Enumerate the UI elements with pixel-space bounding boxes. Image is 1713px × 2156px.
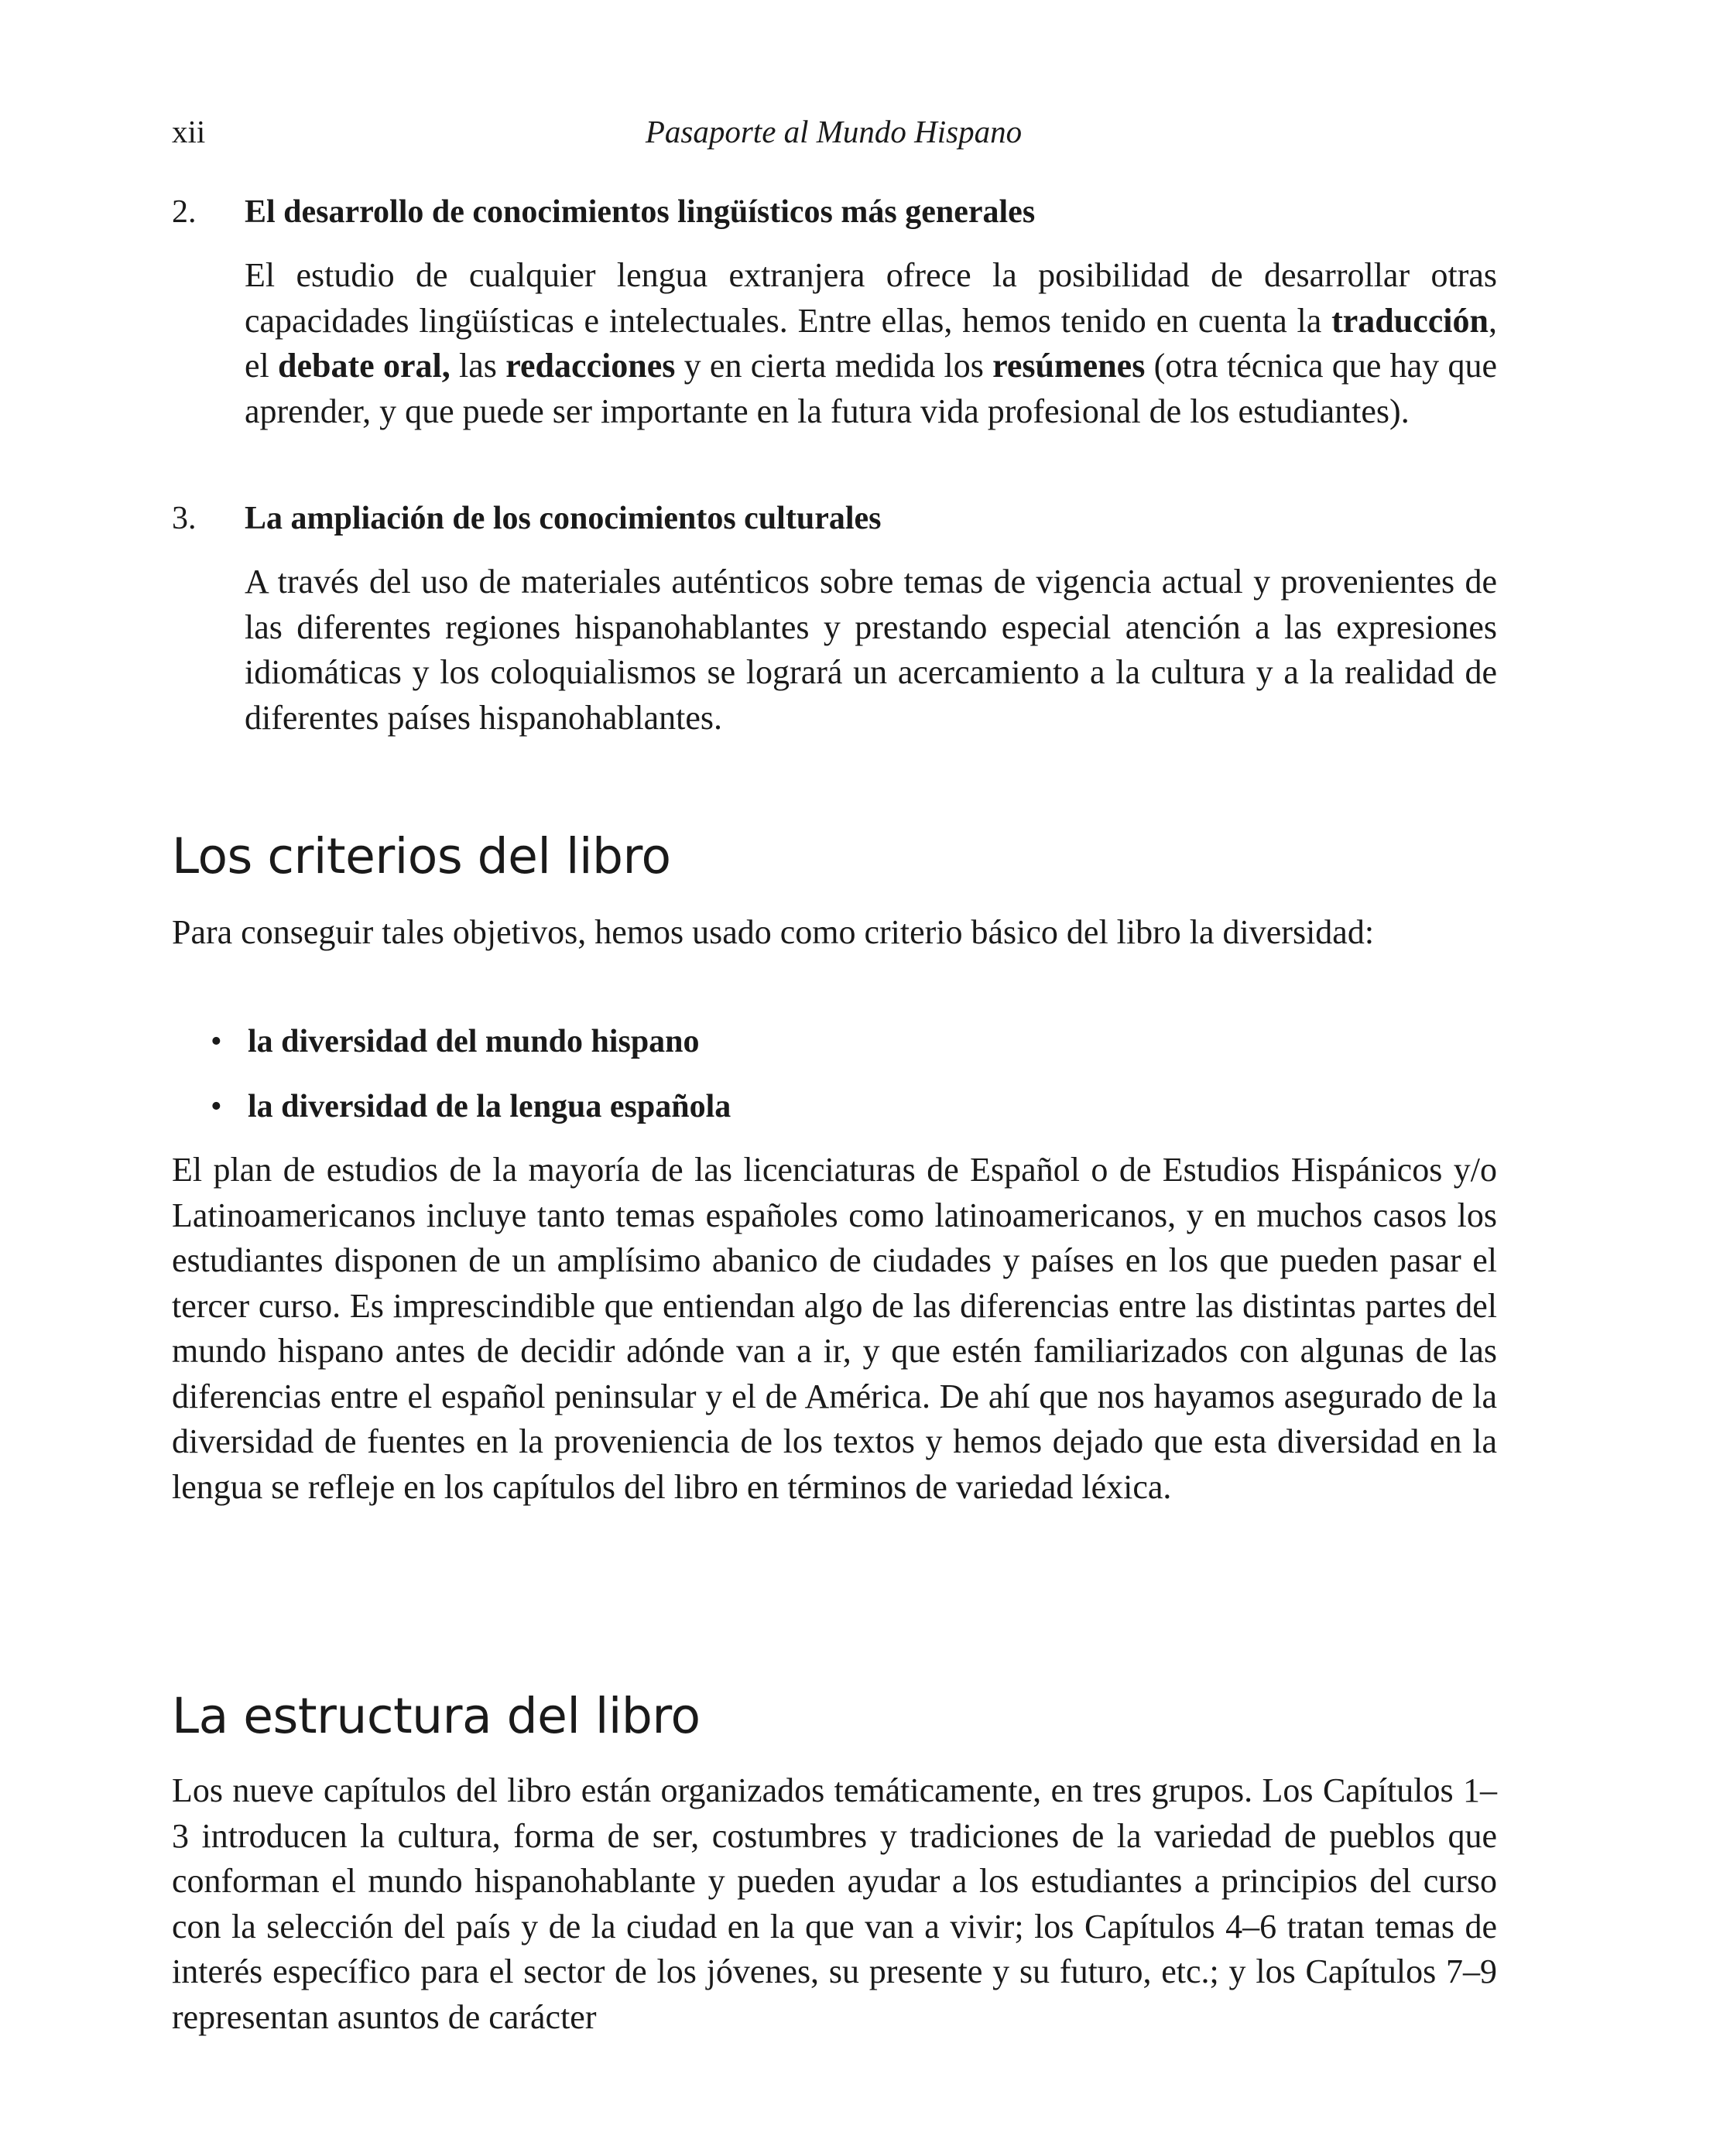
bullet-icon: •: [211, 1024, 222, 1059]
objective-item-2: [172, 190, 1497, 434]
objective-item-head: [172, 496, 1497, 541]
list-item: • la diversidad de la lengua española: [172, 1084, 1497, 1149]
item-number: 2.: [172, 194, 197, 230]
page-number: xii: [172, 114, 206, 149]
keyword: traducción: [1331, 301, 1489, 340]
bullet-icon: •: [211, 1089, 222, 1124]
item-body: A través del uso de materiales auténticos sobre temas de vigencia actual y provenientes de las diferentes regiones hispanohablantes y prestando especial atención a las expresiones idiomáticas y los coloquialismos se logrará un acercamiento a la cultura y a la realidad de diferentes países hispanohablantes.: [245, 563, 1497, 737]
section-paragraph: Los nueve capítulos del libro están organizados temáticamente, en tres grupos. Los Capítulos 1–3 introducen la cultura, forma de ser, costumbres y tradiciones de la variedad de pueblos que conforman el mundo hispanohablante y pueden ayudar a los estudiantes a principios del curso con la selección del país y de la ciudad en la que van a vivir; los Capítulos 4–6 tratan temas de interés específico para el sector de los jóvenes, su presente y su futuro, etc.; y los Capítulos 7–9 representan asuntos de carácter: [172, 1771, 1497, 2036]
section-paragraph: El plan de estudios de la mayoría de las licenciaturas de Español o de Estudios Hispánicos y/o Latinoamericanos incluye tanto temas españoles como latinoamericanos, y en muchos casos los estudiantes disponen de un amplísimo abanico de ciudades y países en los que pueden pasar el tercer curso. Es imprescindible que entiendan algo de las diferencias entre las distintas partes del mundo hispano antes de decidir adónde van a ir, y que estén familiarizados con algunas de las diferencias entre el español peninsular y el de América. De ahí que nos hayamos asegurado de la diversidad de fuentes en la proveniencia de los textos y hemos dejado que esta diversidad en la lengua se refleje en los capítulos del libro en términos de variedad léxica.: [172, 1151, 1497, 1506]
item-number: 3.: [172, 501, 197, 536]
item-title: La ampliación de los conocimientos culturales: [245, 501, 882, 536]
bullet-list: [172, 1019, 1497, 1149]
keyword: resúmenes: [992, 347, 1146, 385]
list-item: • la diversidad del mundo hispano: [172, 1019, 1497, 1084]
objective-item-head: [172, 190, 1497, 234]
section-intro: Para conseguir tales objetivos, hemos usado como criterio básico del libro la diversidad:: [172, 913, 1375, 951]
item-title: El desarrollo de conocimientos lingüísticos más generales: [245, 194, 1036, 230]
keyword: debate oral,: [278, 347, 451, 385]
objective-item-3: [172, 496, 1497, 741]
keyword: redacciones: [505, 347, 676, 385]
running-head: [172, 113, 1495, 159]
item-body: El estudio de cualquier lengua extranjera ofrece la posibilidad de desarrollar otras capacidades lingüísticas e intelectuales. Entre ellas, hemos tenido en cuenta la traducción, el debate oral, las redacciones y en cierta medida los resúmenes (otra técnica que hay que aprender, y que puede ser importante en la futura vida profesional de los estudiantes).: [245, 256, 1497, 430]
section-heading: La estructura del libro: [172, 1688, 701, 1744]
section-heading: Los criterios del libro: [172, 828, 671, 885]
book-title: Pasaporte al Mundo Hispano: [645, 114, 1023, 149]
